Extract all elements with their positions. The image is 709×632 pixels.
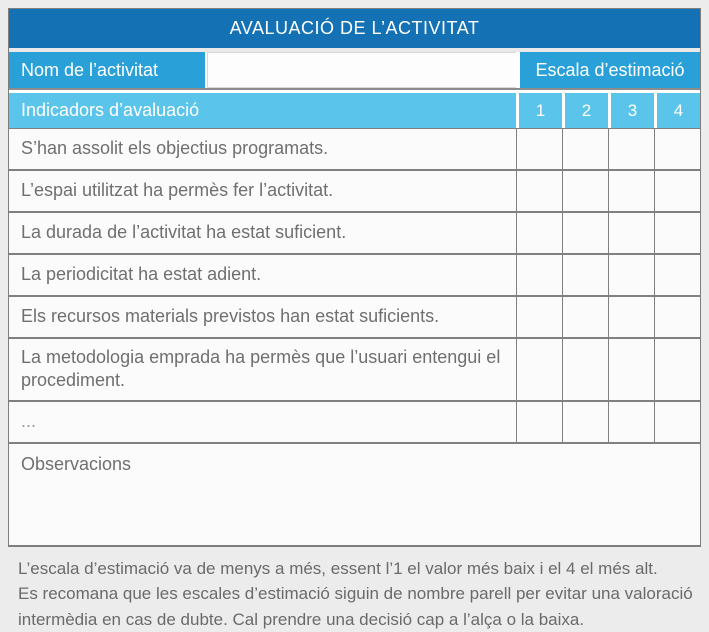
footnote-line-2: Es recomana que les escales d’estimació siguin de nombre parell per evitar una valoració intermèdia en cas de dubte. Cal prendre una decisió cap a l’alça o la baixa. xyxy=(18,584,693,629)
rating-cell[interactable] xyxy=(562,213,608,253)
rating-cell[interactable] xyxy=(562,255,608,295)
rating-cell[interactable] xyxy=(516,402,562,442)
rating-cell[interactable] xyxy=(654,171,700,211)
rating-cell[interactable] xyxy=(654,339,700,400)
rating-cell[interactable] xyxy=(654,129,700,169)
indicator-row xyxy=(9,339,700,402)
rating-cell[interactable] xyxy=(608,213,654,253)
activity-name-input[interactable] xyxy=(207,52,518,88)
indicator-label: S’han assolit els objectius programats. xyxy=(21,138,329,159)
rating-cell[interactable] xyxy=(608,129,654,169)
scale-level-1-header: 1 xyxy=(516,93,562,128)
observations-area[interactable] xyxy=(9,444,700,545)
rating-cell[interactable] xyxy=(562,402,608,442)
footnote-line-1: L’escala d’estimació va de menys a més, essent l’1 el valor més baix i el 4 el més alt. xyxy=(18,558,658,578)
indicator-row xyxy=(9,171,700,213)
indicator-label: Els recursos materials previstos han estat suficients. xyxy=(21,306,440,327)
indicator-label: L’espai utilitzat ha permès fer l’activitat. xyxy=(21,180,334,201)
rating-cell[interactable] xyxy=(608,171,654,211)
rating-cell[interactable] xyxy=(562,171,608,211)
rating-cell[interactable] xyxy=(608,339,654,400)
scale-level-2-header: 2 xyxy=(562,93,608,128)
indicator-row xyxy=(9,402,700,444)
scale-footnote xyxy=(8,547,709,632)
rating-cell[interactable] xyxy=(562,297,608,337)
form-title-bar xyxy=(9,9,700,48)
rating-cell[interactable] xyxy=(562,129,608,169)
indicators-header-label: Indicadors d’avaluació xyxy=(9,93,516,128)
rating-cell[interactable] xyxy=(608,297,654,337)
estimation-scale-label: Escala d’estimació xyxy=(516,52,700,88)
activity-name-label: Nom de l’activitat xyxy=(9,52,205,88)
indicator-label: La periodicitat ha estat adient. xyxy=(21,264,262,285)
rating-cell[interactable] xyxy=(654,297,700,337)
observations-label: Observacions xyxy=(21,453,132,474)
form-title: AVALUACIÓ DE L’ACTIVITAT xyxy=(229,18,480,38)
indicator-row xyxy=(9,297,700,339)
indicator-row xyxy=(9,213,700,255)
rating-cell[interactable] xyxy=(516,129,562,169)
rating-cell[interactable] xyxy=(562,339,608,400)
indicator-label: ... xyxy=(21,411,37,432)
indicators-header-row xyxy=(9,93,700,129)
rating-cell[interactable] xyxy=(516,213,562,253)
rating-cell[interactable] xyxy=(654,255,700,295)
rating-cell[interactable] xyxy=(516,255,562,295)
rating-cell[interactable] xyxy=(516,297,562,337)
indicator-label: La durada de l’activitat ha estat suficient. xyxy=(21,222,347,243)
scale-level-3-header: 3 xyxy=(608,93,654,128)
evaluation-form xyxy=(8,8,701,547)
activity-name-field-wrap xyxy=(205,52,516,88)
rating-cell[interactable] xyxy=(516,171,562,211)
rating-cell[interactable] xyxy=(608,255,654,295)
rating-cell[interactable] xyxy=(654,213,700,253)
indicator-label: La metodologia emprada ha permès que l’usuari entengui el procediment. xyxy=(21,347,501,391)
rating-cell[interactable] xyxy=(654,402,700,442)
rating-cell[interactable] xyxy=(516,339,562,400)
rating-cell[interactable] xyxy=(608,402,654,442)
activity-name-row xyxy=(9,52,700,90)
indicator-row xyxy=(9,255,700,297)
indicator-row xyxy=(9,129,700,171)
scale-level-4-header: 4 xyxy=(654,93,700,128)
